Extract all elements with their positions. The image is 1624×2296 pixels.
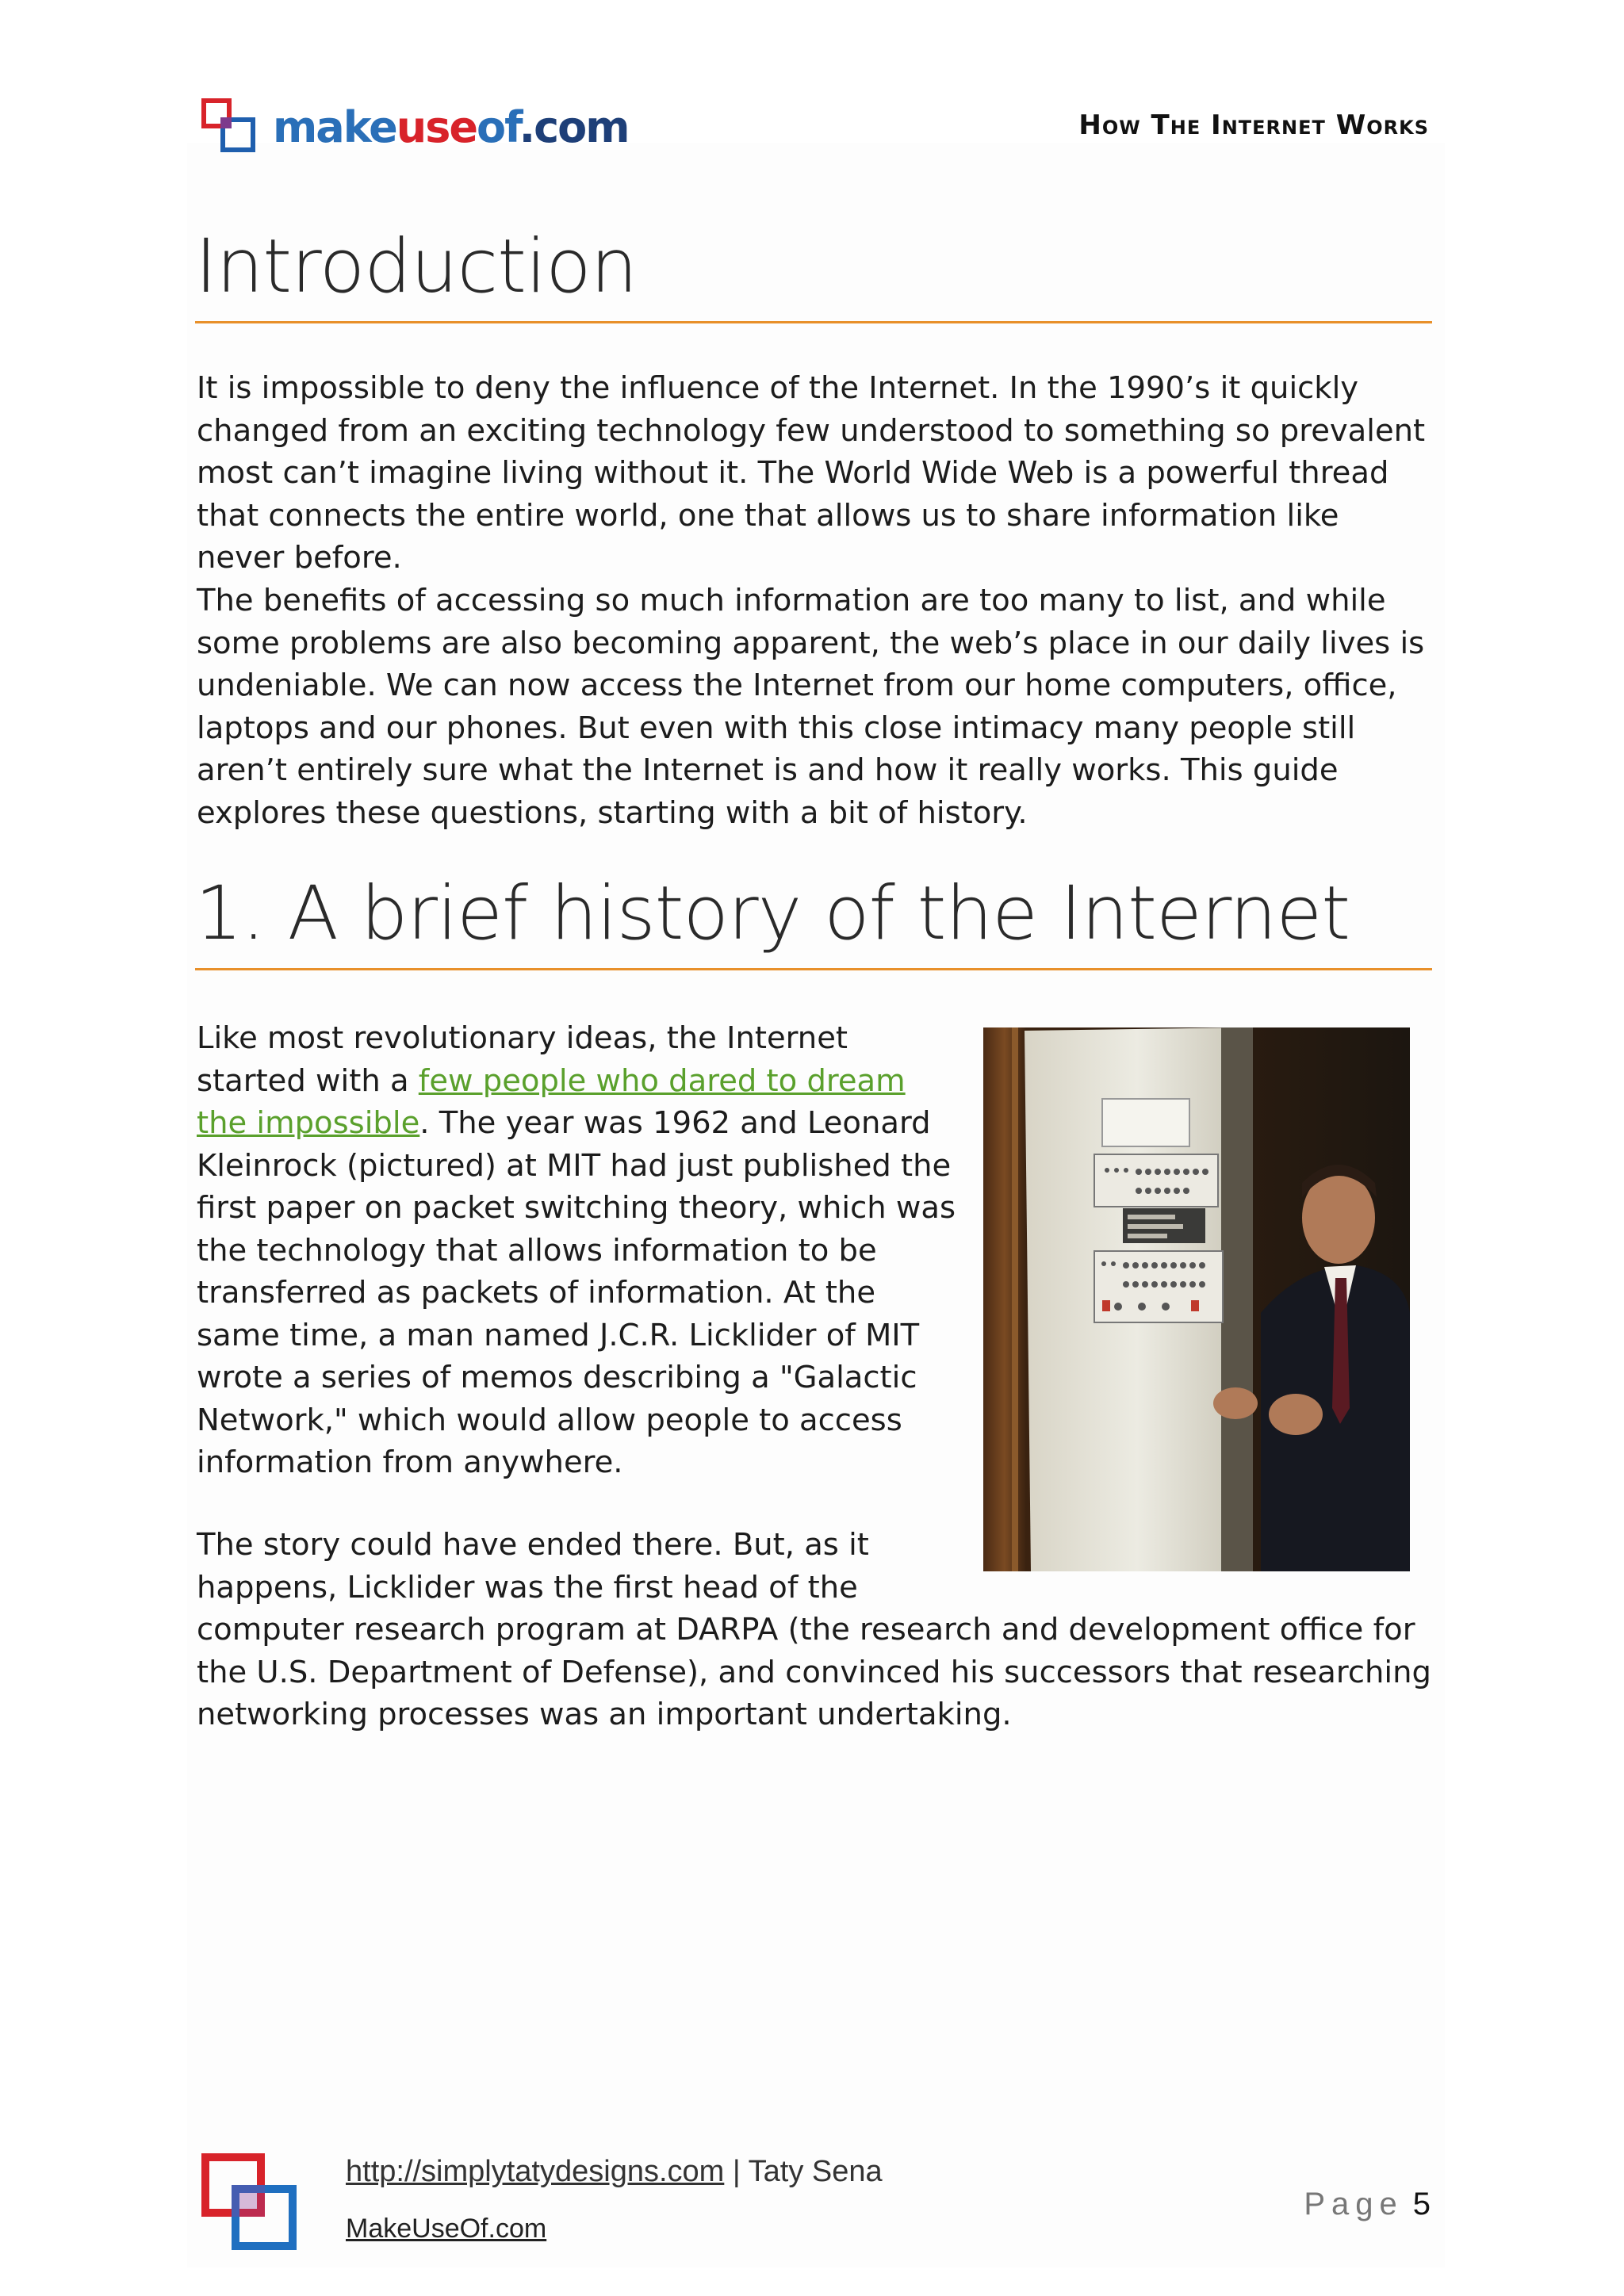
footer-site-link[interactable]: MakeUseOf.com	[346, 2214, 547, 2244]
footer-separator: |	[724, 2155, 749, 2188]
logo-squares-icon	[200, 97, 262, 159]
history-paragraph-1	[197, 1017, 958, 1484]
footer-url-link[interactable]: http://simplytatydesigns.com	[346, 2155, 725, 2188]
footer-author: Taty Sena	[748, 2155, 883, 2188]
history-text-before-link: Like most revolutionary ideas, the Internet started with a	[197, 1020, 848, 1099]
history-paragraph-2-end: computer research program at DARPA (the research and development office for the U.S. Department of Defense), and convinced his successors that researching networking processes was an important undertaking.	[197, 1612, 1431, 1732]
dream-the-impossible-link[interactable]: few people who dared to dream the impossible	[197, 1062, 906, 1141]
makeuseof-logo[interactable]	[200, 97, 629, 159]
section-heading-history: 1. A brief history of the Internet	[195, 871, 1432, 970]
footer-credit	[346, 2155, 883, 2189]
history-paragraph-2-start: The story could have ended there. But, as it happens, Licklider was the first head of the	[197, 1527, 869, 1605]
logo-wordmark: makeuseof.com	[273, 102, 629, 152]
section-heading-introduction: Introduction	[195, 224, 1432, 323]
footer-logo-icon	[198, 2150, 300, 2253]
page-label: Page	[1304, 2187, 1404, 2221]
history-text-after-link: . The year was 1962 and Leonard Kleinrock (pictured) at MIT had just published the first paper on packet switching theory, which was the technology that allows information to be transferred as packets of information. At the same time, a man named J.C.R. Licklider of MIT wrote a series of memos describing a "Galactic Network," which would allow people to access information from anywhere.	[197, 1105, 956, 1480]
document-title: How The Internet Works	[1078, 109, 1429, 141]
kleinrock-photo	[983, 1027, 1410, 1571]
page-number-value: 5	[1412, 2187, 1431, 2221]
intro-paragraph-1: It is impossible to deny the influence of the Internet. In the 1990’s it quickly changed from an exciting technology few understood to something so prevalent most can’t imagine living without it. The World Wide Web is a powerful thread that connects the entire world, one that allows us to share information like never before.	[197, 370, 1426, 576]
page-number	[1304, 2187, 1431, 2222]
intro-paragraph-2: The benefits of accessing so much information are too many to list, and while some problems are also becoming apparent, the web’s place in our daily lives is undeniable. We can now access the Internet from our home computers, office, laptops and our phones. But even with this close intimacy many people still aren’t entirely sure what the Internet is and how it really works. This guide explores these questions, starting with a bit of history.	[197, 583, 1425, 831]
